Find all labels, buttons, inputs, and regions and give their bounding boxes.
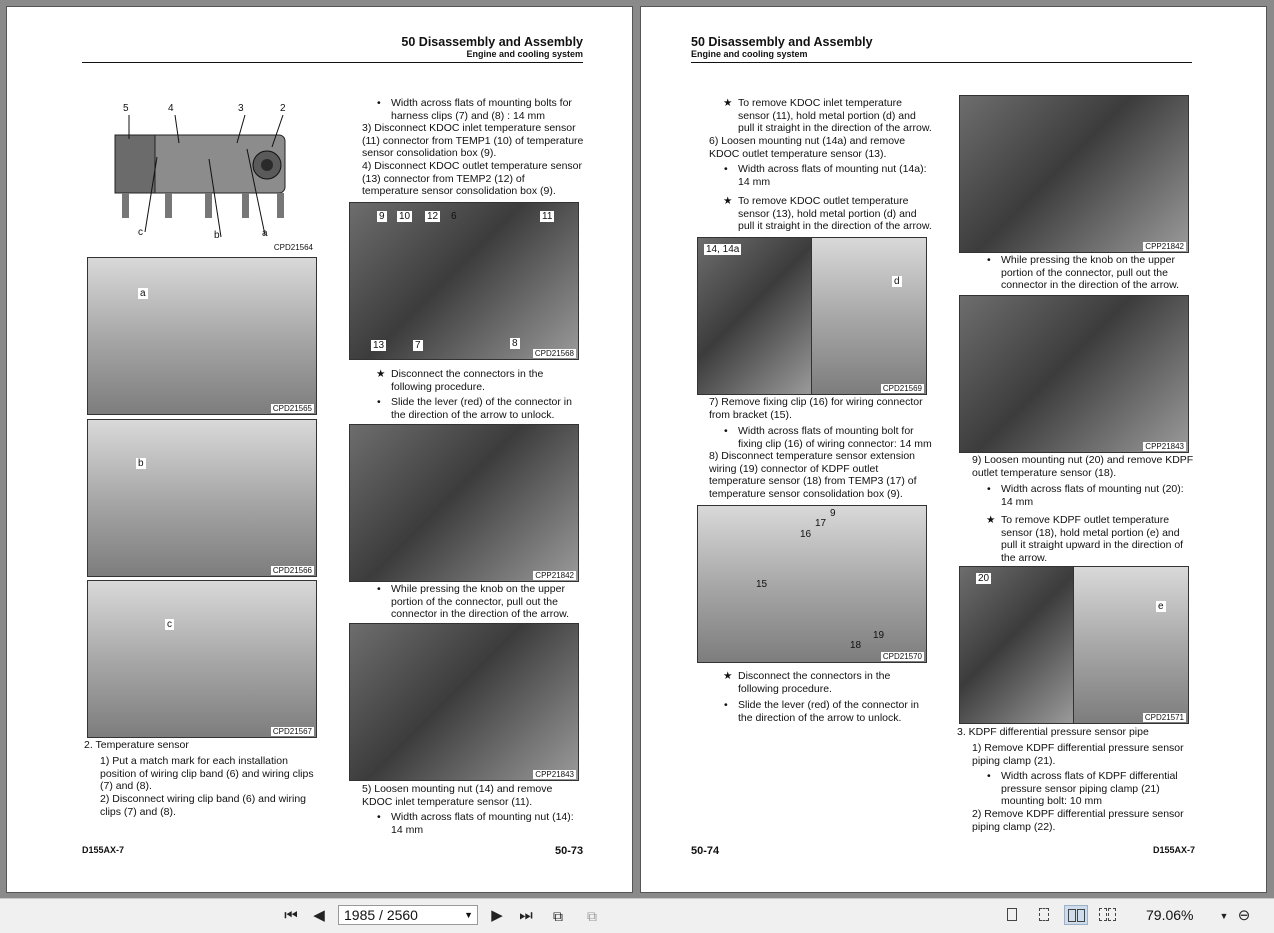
callout-15: 15: [756, 579, 768, 590]
bullet-press-knob: • While pressing the knob on the upper portion of the connector, pull out the connector in the direction of the arrow.: [391, 583, 583, 621]
callout-11: 11: [542, 211, 553, 222]
continuous-view-button[interactable]: [1032, 905, 1056, 925]
section-3-title: 3. KDPF differential pressure sensor pipe: [957, 726, 1149, 738]
figure-code: CPD21565: [272, 404, 312, 413]
figure-code: CPD21571: [1144, 713, 1184, 722]
bullet-slide-lever: • Slide the lever (red) of the connector in the direction of the arrow to unlock.: [391, 396, 583, 421]
bullet-press-knob: • While pressing the knob on the upper portion of the connector, pull out the connector in the direction of the arrow.: [1001, 254, 1191, 292]
go-back-view-icon[interactable]: ⧉: [553, 908, 563, 924]
figure-kdpf-pull: [1073, 566, 1189, 724]
figure-photo-clip-c: [87, 580, 317, 738]
footer-model: D155AX-7: [1153, 845, 1196, 855]
next-page-icon[interactable]: ▶: [491, 907, 503, 924]
viewer-toolbar: [0, 898, 1274, 933]
bullet-slide-lever: • Slide the lever (red) of the connector in the direction of the arrow to unlock.: [738, 699, 933, 724]
two-page-continuous-view-button[interactable]: [1096, 905, 1120, 925]
star-note-connectors: ★ Disconnect the connectors in the following procedure.: [723, 670, 891, 695]
header-subtitle: Engine and cooling system: [466, 49, 583, 59]
two-page-icon-right: [1077, 909, 1085, 922]
bullet-nut-20: • Width across flats of mounting nut (20): 14 mm: [1001, 483, 1191, 508]
figure-connector-lever: [349, 424, 579, 582]
pdf-page-right: [640, 6, 1267, 893]
bullet-clamp-21: • Width across flats of KDPF differential pressure sensor piping clamp (21) mounting bolt: 10 mm: [1001, 770, 1191, 808]
two-page-view-button[interactable]: [1064, 905, 1088, 925]
zoom-dropdown-icon[interactable]: ▼: [1219, 911, 1229, 921]
callout-d: d: [894, 276, 900, 287]
bullet-nut-14: • Width across flats of mounting nut (14): 14 mm: [391, 811, 583, 836]
two-page-icon: [1068, 909, 1076, 922]
step-2-1: 1) Put a match mark for each installation position of wiring clip band (6) and wiring clips (7) and (8).: [100, 755, 314, 792]
step-4: 4) Disconnect KDOC outlet temperature sensor (13) connector from TEMP2 (12) of temperature sensor consolidation box (9).: [362, 160, 583, 197]
callout-9: 9: [379, 211, 385, 222]
step-7: 7) Remove fixing clip (16) for wiring connector from bracket (15).: [709, 396, 923, 421]
header-subtitle: Engine and cooling system: [691, 49, 808, 59]
callout-3: 3: [238, 103, 244, 114]
callout-10: 10: [399, 211, 411, 222]
figure-code: CPD21567: [272, 727, 312, 736]
step-3: 3) Disconnect KDOC inlet temperature sensor (11) connector from TEMP1 (10) of temperature sensor consolidation box (9).: [362, 122, 584, 159]
figure-code: CPP21843: [535, 770, 574, 779]
figure-code: CPP21843: [1145, 442, 1184, 451]
single-page-icon: [1007, 908, 1017, 921]
two-page-continuous-icon: [1099, 908, 1107, 921]
figure-code: CPP21842: [1145, 242, 1184, 251]
figure-code: CPD21566: [272, 566, 312, 575]
star-note-connectors: ★ Disconnect the connectors in the following procedure.: [376, 368, 544, 393]
zoom-level[interactable]: 79.06%: [1146, 907, 1194, 923]
star-note-kdpf-outlet: ★ To remove KDPF outlet temperature sensor (18), hold metal portion (e) and pull it straight upward in the direction of the arrow.: [986, 514, 1184, 564]
callout-20: 20: [978, 573, 990, 584]
callout-19: 19: [873, 630, 885, 641]
figure-sensor-pull: [811, 237, 927, 395]
figure-engine-overview: [87, 97, 317, 253]
bullet-nut-14a: • Width across flats of mounting nut (14a): 14 mm: [738, 163, 933, 188]
page-header: [207, 35, 583, 60]
continuous-icon: [1039, 908, 1049, 921]
star-note-kdoc-inlet: ★ To remove KDOC inlet temperature sensor (11), hold metal portion (d) and pull it straight in the direction of the arrow.: [723, 97, 932, 134]
zoom-out-icon[interactable]: ⊖: [1237, 907, 1251, 924]
single-page-view-button[interactable]: [1000, 905, 1024, 925]
callout-a: a: [140, 288, 146, 299]
callout-7: 7: [415, 340, 421, 351]
figure-connector-box: [349, 202, 579, 360]
page-header: [691, 35, 1091, 60]
callout-16: 16: [800, 529, 812, 540]
callout-17: 17: [815, 518, 827, 529]
step-3-1: 1) Remove KDPF differential pressure sensor piping clamp (21).: [972, 742, 1184, 767]
figure-code: CPD21569: [882, 384, 922, 393]
prev-page-icon[interactable]: ◀: [313, 907, 325, 924]
engine-drawing: [87, 97, 317, 253]
footer-page-number: 50-74: [691, 845, 720, 857]
callout-6: 6: [451, 211, 457, 222]
star-note-kdoc-outlet: ★ To remove KDOC outlet temperature sensor (13), hold metal portion (d) and pull it straight in the direction of the arrow.: [723, 195, 932, 232]
callout-18: 18: [850, 640, 862, 651]
callout-c: c: [138, 227, 143, 238]
section-2-title: 2. Temperature sensor: [84, 739, 189, 751]
callout-e: e: [1158, 601, 1164, 612]
go-forward-view-icon[interactable]: ⧉: [587, 908, 597, 924]
step-9: 9) Loosen mounting nut (20) and remove KDPF outlet temperature sensor (18).: [972, 454, 1194, 479]
bullet-bolts-width: • Width across flats of mounting bolts for harness clips (7) and (8) : 14 mm: [391, 97, 583, 122]
callout-b: b: [138, 458, 144, 469]
figure-code: CPD21564: [273, 243, 313, 252]
chevron-down-icon[interactable]: ▼: [464, 910, 473, 920]
figure-code: CPD21570: [882, 652, 922, 661]
callout-8: 8: [512, 338, 518, 349]
figure-connector-pull: [349, 623, 579, 781]
figure-connector-lever: [959, 95, 1189, 253]
footer-page-number: 50-73: [555, 845, 584, 857]
first-page-icon[interactable]: ⏮: [284, 907, 298, 924]
last-page-icon[interactable]: ⏭: [519, 907, 533, 924]
step-8: 8) Disconnect temperature sensor extension wiring (19) connector of KDPF outlet temperature sensor (18) from TEMP3 (17) of temperature sensor consolidation box (9).: [709, 450, 917, 500]
step-2-2: 2) Disconnect wiring clip band (6) and wiring clips (7) and (8).: [100, 793, 307, 818]
callout-14-14a: 14, 14a: [706, 244, 740, 255]
figure-kdpf-wiring: [697, 505, 927, 663]
figure-connector-pull: [959, 295, 1189, 453]
callout-13: 13: [373, 340, 385, 351]
header-rule: [691, 62, 1192, 63]
step-3-2: 2) Remove KDPF differential pressure sensor piping clamp (22).: [972, 808, 1184, 833]
figure-photo-clip-a: [87, 257, 317, 415]
callout-4: 4: [168, 103, 174, 114]
callout-c: c: [167, 619, 172, 630]
figure-code: CPD21568: [534, 349, 574, 358]
footer-model: D155AX-7: [82, 845, 125, 855]
bullet-fixing-clip: • Width across flats of mounting bolt for fixing clip (16) of wiring connector: 14 mm: [738, 425, 933, 450]
pdf-page-left: [6, 6, 633, 893]
figure-photo-clip-b: [87, 419, 317, 577]
step-5: 5) Loosen mounting nut (14) and remove KDOC inlet temperature sensor (11).: [362, 783, 553, 808]
callout-5: 5: [123, 103, 129, 114]
callout-b: b: [214, 230, 220, 241]
callout-a: a: [262, 228, 268, 239]
figure-kdpf-nut: [959, 566, 1074, 724]
callout-9: 9: [830, 508, 836, 519]
figure-sensor-nut: [697, 237, 812, 395]
callout-2: 2: [280, 103, 286, 114]
step-6: 6) Loosen mounting nut (14a) and remove KDOC outlet temperature sensor (13).: [709, 135, 906, 160]
header-title: 50 Disassembly and Assembly: [691, 35, 873, 49]
two-page-continuous-icon-right: [1108, 908, 1116, 921]
callout-12: 12: [427, 211, 439, 222]
page-number-input[interactable]: 1985 / 2560 ▼: [338, 905, 478, 925]
header-title: 50 Disassembly and Assembly: [401, 35, 583, 49]
header-rule: [82, 62, 583, 63]
figure-code: CPP21842: [535, 571, 574, 580]
